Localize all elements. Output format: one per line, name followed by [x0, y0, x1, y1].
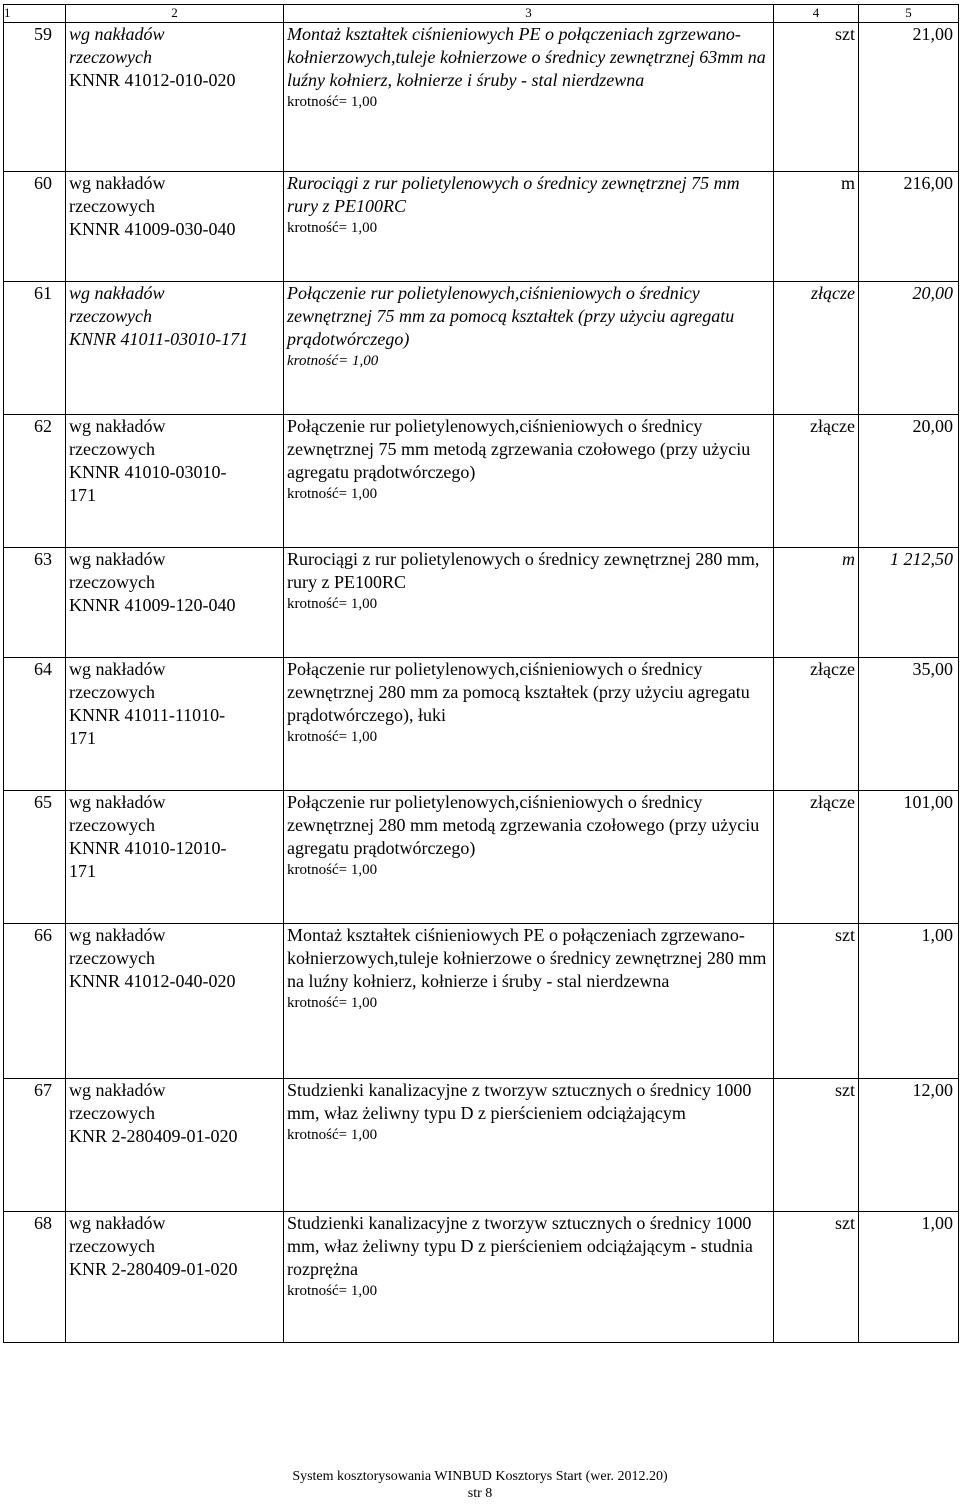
item-basis — [66, 23, 284, 172]
item-multiplier: krotność= 1,00 — [287, 596, 378, 612]
item-description-cell — [284, 172, 774, 282]
page-number: str 8 — [467, 1486, 493, 1501]
item-unit: szt — [774, 1079, 859, 1212]
basis-code: KNNR 41009-030-040 — [69, 219, 236, 239]
item-basis — [66, 282, 284, 415]
basis-label-2: rzeczowych — [69, 306, 152, 326]
item-multiplier: krotność= 1,00 — [287, 486, 378, 502]
item-quantity: 12,00 — [859, 1079, 959, 1212]
item-number: 64 — [4, 658, 66, 791]
item-description-cell — [284, 1079, 774, 1212]
basis-code: KNNR 41012-010-020 — [69, 70, 236, 90]
table-row — [4, 548, 959, 658]
item-basis — [66, 1212, 284, 1343]
item-description-cell — [284, 415, 774, 548]
item-number: 63 — [4, 548, 66, 658]
item-number: 60 — [4, 172, 66, 282]
header-col-4: 4 — [774, 5, 859, 23]
table-row — [4, 791, 959, 924]
basis-label-2: rzeczowych — [69, 572, 155, 592]
item-unit: m — [774, 548, 859, 658]
basis-code: KNNR 41010-03010-171 — [69, 462, 227, 505]
basis-label: wg nakładów — [69, 925, 166, 945]
basis-code: KNNR 41011-03010-171 — [69, 329, 249, 349]
item-multiplier: krotność= 1,00 — [287, 94, 378, 110]
item-number: 66 — [4, 924, 66, 1079]
basis-label: wg nakładów — [69, 416, 166, 436]
item-number: 62 — [4, 415, 66, 548]
item-multiplier: krotność= 1,00 — [287, 729, 378, 745]
item-description: Połączenie rur polietylenowych,ciśnieniowych o średnicy zewnętrznej 280 mm metodą zgrzewania czołowego (przy użyciu agregatu prądotwórczego) — [287, 792, 760, 858]
table-row — [4, 282, 959, 415]
item-multiplier: krotność= 1,00 — [287, 1127, 378, 1143]
item-multiplier: krotność= 1,00 — [287, 862, 378, 878]
item-multiplier: krotność= 1,00 — [287, 995, 378, 1011]
basis-label: wg nakładów — [69, 173, 166, 193]
item-quantity: 21,00 — [859, 23, 959, 172]
item-number: 68 — [4, 1212, 66, 1343]
item-basis — [66, 172, 284, 282]
column-number-header-row — [4, 5, 959, 23]
header-col-1: 1 — [4, 5, 66, 23]
basis-code: KNNR 41012-040-020 — [69, 971, 236, 991]
item-description-cell — [284, 23, 774, 172]
item-multiplier: krotność= 1,00 — [287, 1283, 378, 1299]
cost-estimate-table — [3, 4, 959, 1343]
item-description-cell — [284, 658, 774, 791]
basis-label: wg nakładów — [69, 792, 166, 812]
header-col-2: 2 — [66, 5, 284, 23]
header-col-3: 3 — [284, 5, 774, 23]
basis-label: wg nakładów — [69, 549, 166, 569]
item-multiplier: krotność= 1,00 — [287, 353, 379, 369]
basis-code: KNR 2-280409-01-020 — [69, 1259, 238, 1279]
item-quantity: 1,00 — [859, 1212, 959, 1343]
item-basis — [66, 924, 284, 1079]
item-description: Montaż kształtek ciśnieniowych PE o połączeniach zgrzewano-kołnierzowych,tuleje kołnierzowe o średnicy zewnętrznej 63mm na luźny kołnierz, kołnierze i śruby - stal nierdzewna — [287, 24, 766, 90]
item-number: 65 — [4, 791, 66, 924]
item-number: 61 — [4, 282, 66, 415]
basis-code: KNR 2-280409-01-020 — [69, 1126, 238, 1146]
item-unit: szt — [774, 924, 859, 1079]
item-unit: złącze — [774, 415, 859, 548]
item-description-cell — [284, 924, 774, 1079]
basis-label-2: rzeczowych — [69, 1236, 155, 1256]
item-quantity: 35,00 — [859, 658, 959, 791]
basis-label: wg nakładów — [69, 659, 166, 679]
item-unit: szt — [774, 1212, 859, 1343]
item-multiplier: krotność= 1,00 — [287, 220, 378, 236]
item-quantity: 1,00 — [859, 924, 959, 1079]
basis-label-2: rzeczowych — [69, 948, 155, 968]
footer-system-info: System kosztorysowania WINBUD Kosztorys Start (wer. 2012.20) — [292, 1469, 668, 1484]
item-description: Połączenie rur polietylenowych,ciśnieniowych o średnicy zewnętrznej 280 mm za pomocą kształtek (przy użyciu agregatu prądotwórczego), łuki — [287, 659, 750, 725]
item-unit: m — [774, 172, 859, 282]
basis-label-2: rzeczowych — [69, 1103, 155, 1123]
header-col-5: 5 — [859, 5, 959, 23]
item-unit: złącze — [774, 282, 859, 415]
item-quantity: 20,00 — [859, 282, 959, 415]
item-basis — [66, 548, 284, 658]
item-unit: szt — [774, 23, 859, 172]
basis-code: KNNR 41010-12010-171 — [69, 838, 227, 881]
item-number: 59 — [4, 23, 66, 172]
item-description: Montaż kształtek ciśnieniowych PE o połączeniach zgrzewano-kołnierzowych,tuleje kołnierzowe o średnicy zewnętrznej 280 mm na luźny kołnierz, kołnierze i śruby - stal nierdzewna — [287, 925, 767, 991]
table-row — [4, 1079, 959, 1212]
item-basis — [66, 791, 284, 924]
basis-code: KNNR 41009-120-040 — [69, 595, 236, 615]
basis-label-2: rzeczowych — [69, 196, 155, 216]
item-description: Rurociągi z rur polietylenowych o średnicy zewnętrznej 280 mm, rury z PE100RC — [287, 549, 760, 592]
item-unit: złącze — [774, 791, 859, 924]
item-description: Rurociągi z rur polietylenowych o średnicy zewnętrznej 75 mm rury z PE100RC — [287, 173, 740, 216]
item-description: Połączenie rur polietylenowych,ciśnieniowych o średnicy zewnętrznej 75 mm za pomocą kształtek (przy użyciu agregatu prądotwórczego) — [287, 283, 735, 349]
table-row — [4, 23, 959, 172]
item-quantity: 216,00 — [859, 172, 959, 282]
item-description-cell — [284, 1212, 774, 1343]
basis-label-2: rzeczowych — [69, 439, 155, 459]
item-quantity: 101,00 — [859, 791, 959, 924]
basis-code: KNNR 41011-11010-171 — [69, 705, 226, 748]
basis-label: wg nakładów — [69, 1080, 166, 1100]
basis-label: wg nakładów — [69, 283, 165, 303]
basis-label-2: rzeczowych — [69, 47, 152, 67]
table-row — [4, 415, 959, 548]
item-description: Studzienki kanalizacyjne z tworzyw sztucznych o średnicy 1000 mm, właz żeliwny typu D z pierścieniem odciążającym - studnia rozprężna — [287, 1213, 753, 1279]
basis-label-2: rzeczowych — [69, 682, 155, 702]
item-description-cell — [284, 548, 774, 658]
item-basis — [66, 658, 284, 791]
table-row — [4, 1212, 959, 1343]
table-row — [4, 924, 959, 1079]
item-description: Połączenie rur polietylenowych,ciśnieniowych o średnicy zewnętrznej 75 mm metodą zgrzewania czołowego (przy użyciu agregatu prądotwórczego) — [287, 416, 751, 482]
item-basis — [66, 415, 284, 548]
basis-label-2: rzeczowych — [69, 815, 155, 835]
table-row — [4, 172, 959, 282]
item-quantity: 20,00 — [859, 415, 959, 548]
item-unit: złącze — [774, 658, 859, 791]
table-row — [4, 658, 959, 791]
item-description: Studzienki kanalizacyjne z tworzyw sztucznych o średnicy 1000 mm, właz żeliwny typu D z pierścieniem odciążającym — [287, 1080, 752, 1123]
item-basis — [66, 1079, 284, 1212]
item-description-cell — [284, 791, 774, 924]
basis-label: wg nakładów — [69, 24, 165, 44]
basis-label: wg nakładów — [69, 1213, 166, 1233]
item-description-cell — [284, 282, 774, 415]
item-number: 67 — [4, 1079, 66, 1212]
item-quantity: 1 212,50 — [859, 548, 959, 658]
